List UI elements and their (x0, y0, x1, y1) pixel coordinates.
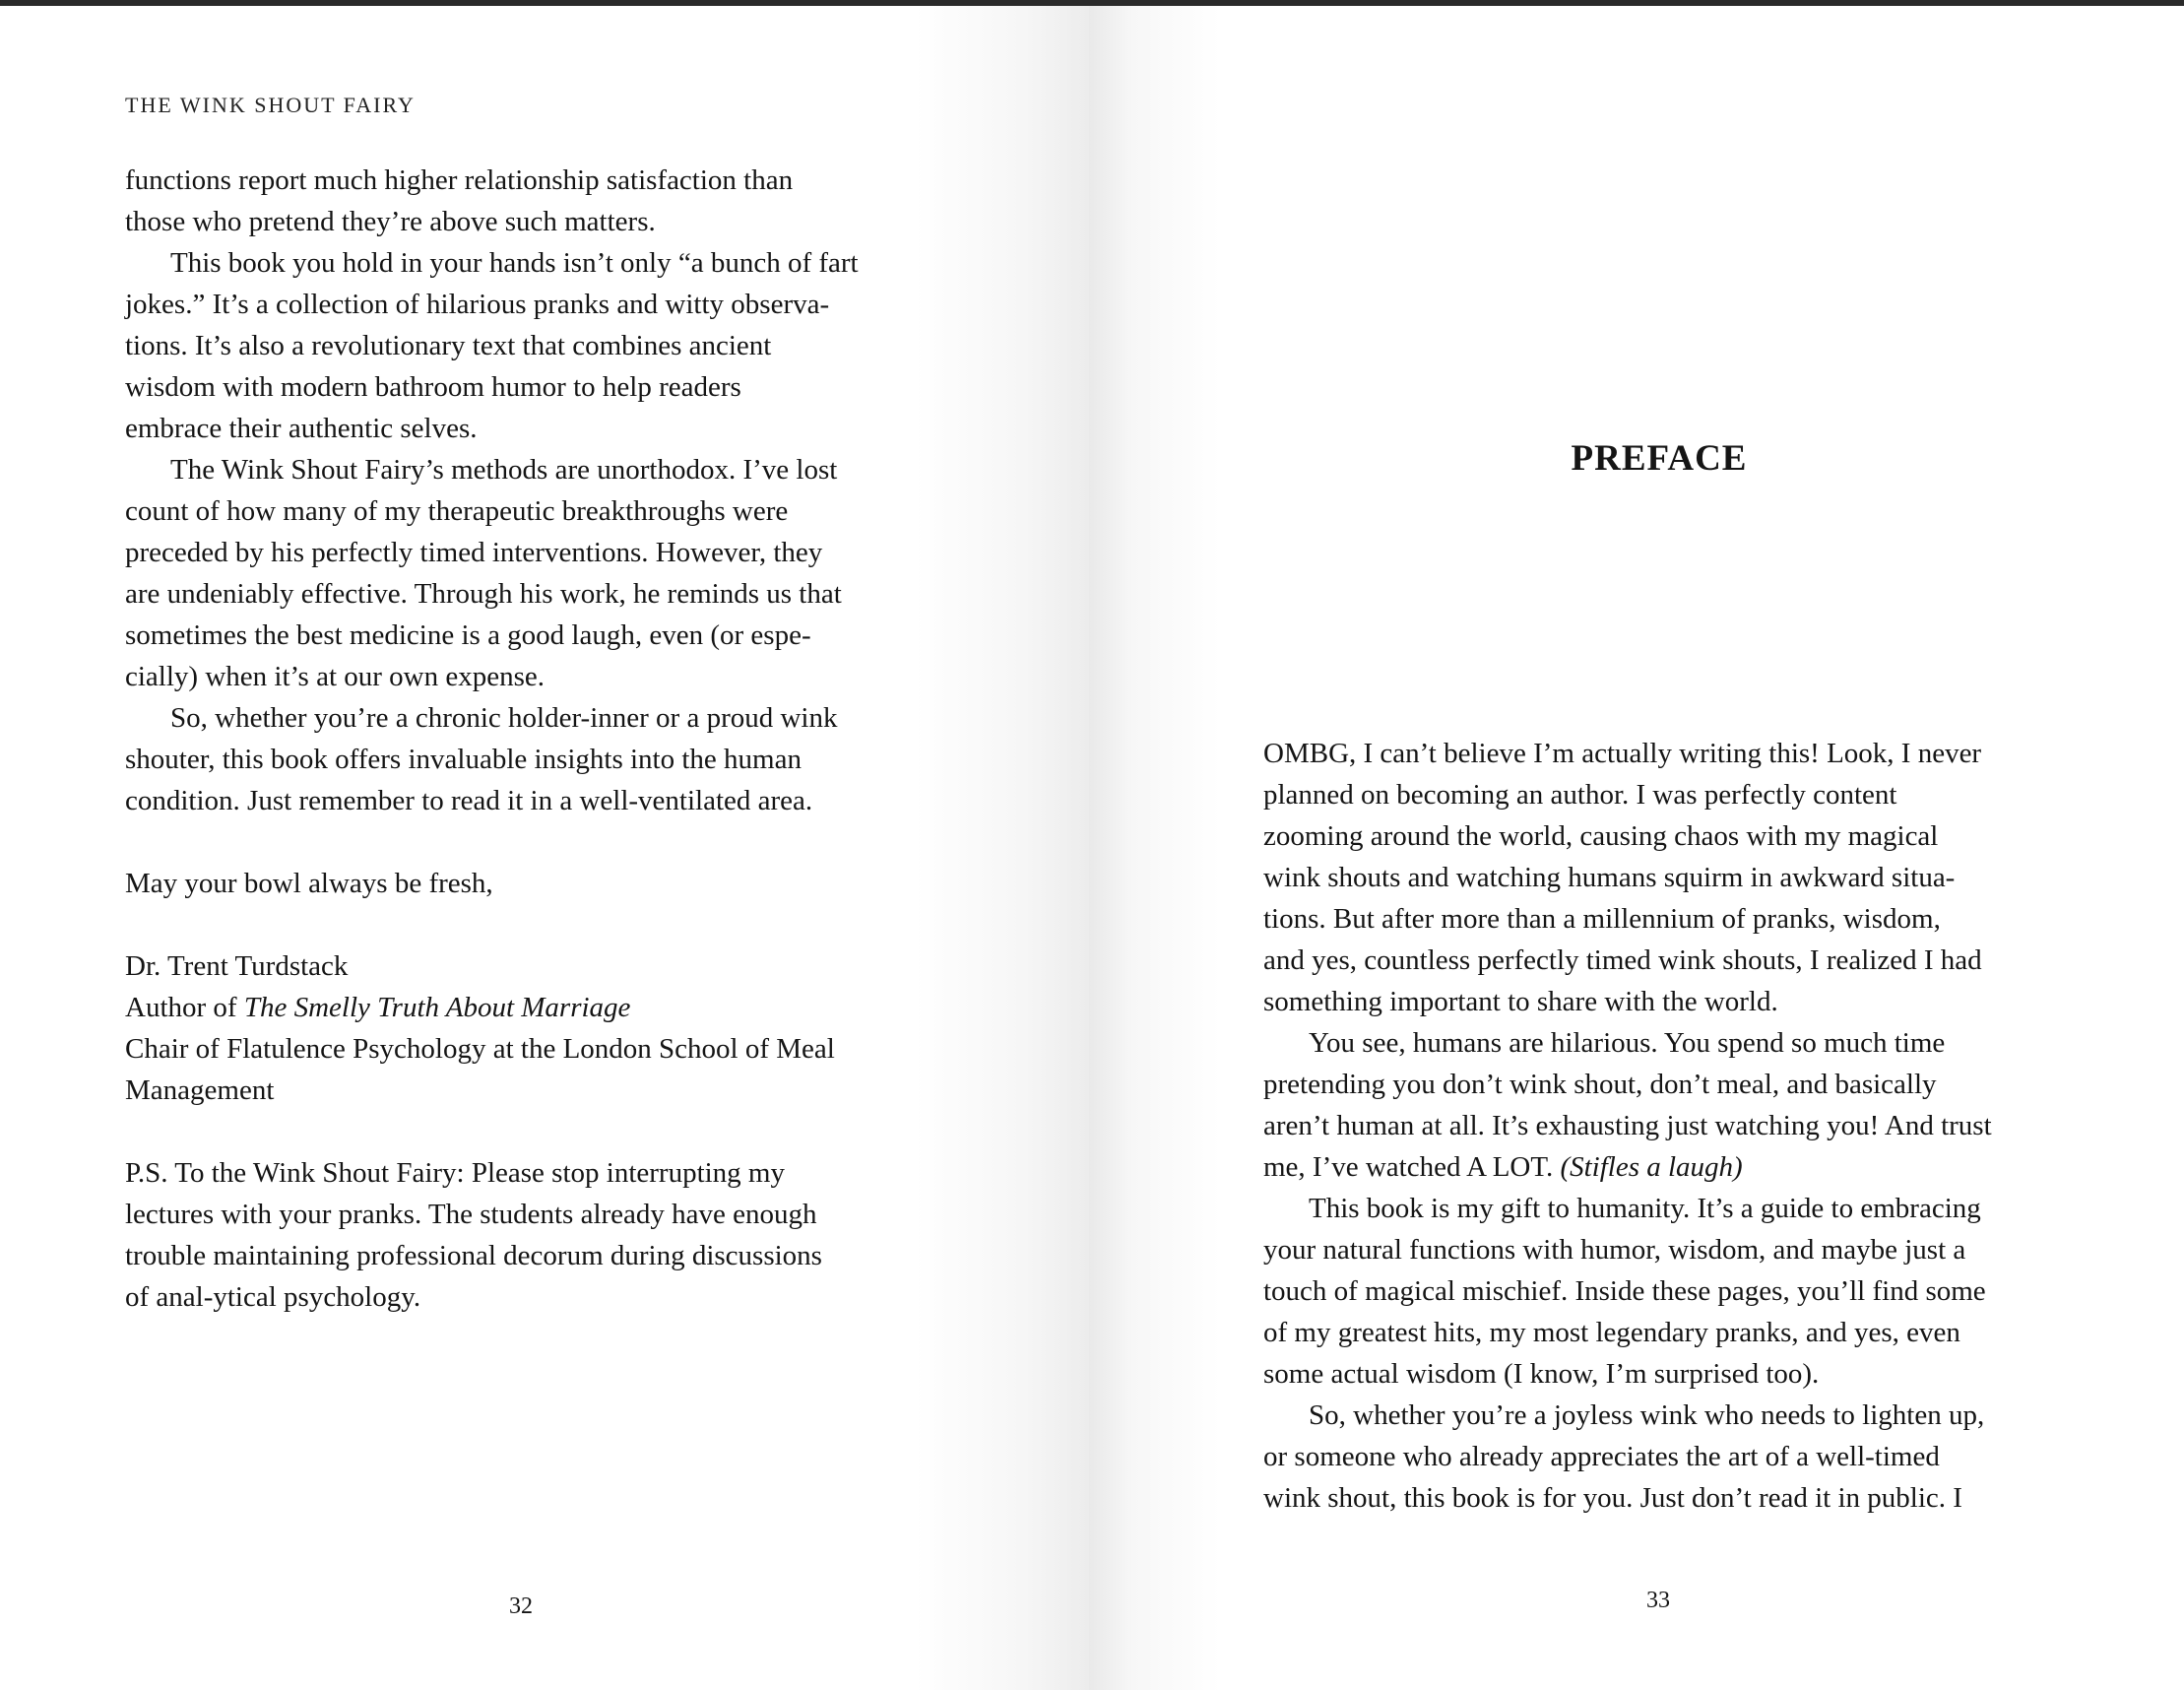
body-line: So, whether you’re a joyless wink who needs to lighten up, (1309, 1399, 1985, 1431)
paragraph-gap (125, 821, 932, 863)
page-number: 33 (1646, 1588, 1670, 1613)
body-line: sometimes the best medicine is a good laugh, even (or espe- (125, 619, 811, 651)
postscript-line: lectures with your pranks. The students already have enough (125, 1199, 817, 1230)
body-line: wink shouts and watching humans squirm in awkward situa- (1263, 862, 1956, 893)
body-line: your natural functions with humor, wisdom, and maybe just a (1263, 1234, 1966, 1266)
body-line: functions report much higher relationship satisfaction than (125, 164, 794, 196)
body-line: This book you hold in your hands isn’t only “a bunch of fart (170, 247, 859, 279)
body-line: condition. Just remember to read it in a well-ventilated area. (125, 785, 813, 816)
body-line: something important to share with the world. (1263, 986, 1778, 1017)
right-page-body (1263, 733, 2071, 1519)
body-line: embrace their authentic selves. (125, 413, 478, 444)
body-line: touch of magical mischief. Inside these pages, you’ll find some (1263, 1275, 1986, 1307)
body-line: cially) when it’s at our own expense. (125, 661, 546, 692)
body-line: OMBG, I can’t believe I’m actually writing this! Look, I never (1263, 738, 1982, 769)
stage-direction-italic: (Stifles a laugh) (1560, 1151, 1743, 1183)
body-line: some actual wisdom (I know, I’m surprised too). (1263, 1358, 1820, 1390)
author-position: Chair of Flatulence Psychology at the London School of Meal (125, 1033, 835, 1065)
left-page (0, 6, 1089, 1690)
body-line: jokes.” It’s a collection of hilarious pranks and witty observa- (125, 289, 830, 320)
body-line: of my greatest hits, my most legendary pranks, and yes, even (1263, 1317, 1960, 1348)
body-line: So, whether you’re a chronic holder-inner or a proud wink (170, 702, 838, 734)
body-line: This book is my gift to humanity. It’s a guide to embracing (1309, 1193, 1981, 1224)
left-page-body (125, 160, 932, 1318)
paragraph-gap (125, 904, 932, 945)
body-line: count of how many of my therapeutic breakthroughs were (125, 495, 789, 527)
author-position: Management (125, 1074, 275, 1106)
running-head: THE WINK SHOUT FAIRY (125, 93, 416, 117)
author-credit-prefix: Author of (125, 992, 244, 1023)
body-line: tions. It’s also a revolutionary text that combines ancient (125, 330, 772, 361)
postscript-line: of anal-ytical psychology. (125, 1281, 421, 1313)
body-line (1263, 1146, 2071, 1188)
body-line: are undeniably effective. Through his work, he reminds us that (125, 578, 842, 610)
body-line: tions. But after more than a millennium of pranks, wisdom, (1263, 903, 1941, 935)
body-line: wisdom with modern bathroom humor to help readers (125, 371, 741, 403)
body-line: those who pretend they’re above such matters. (125, 206, 656, 237)
book-title-italic: The Smelly Truth About Marriage (243, 992, 631, 1023)
body-line: shouter, this book offers invaluable insights into the human (125, 744, 802, 775)
body-line: zooming around the world, causing chaos with my magical (1263, 820, 1939, 852)
page-number: 32 (509, 1593, 533, 1619)
body-line: or someone who already appreciates the art of a well-timed (1263, 1441, 1940, 1472)
postscript-line: P.S. To the Wink Shout Fairy: Please stop interrupting my (125, 1157, 785, 1189)
body-line-prefix: me, I’ve watched A LOT. (1263, 1151, 1561, 1183)
body-line: The Wink Shout Fairy’s methods are unorthodox. I’ve lost (170, 454, 838, 486)
paragraph-gap (125, 1111, 932, 1152)
body-line: and yes, countless perfectly timed wink shouts, I realized I had (1263, 944, 1982, 976)
sign-off: May your bowl always be fresh, (125, 868, 493, 899)
author-name: Dr. Trent Turdstack (125, 950, 349, 982)
body-line: planned on becoming an author. I was perfectly content (1263, 779, 1897, 811)
body-line: pretending you don’t wink shout, don’t meal, and basically (1263, 1069, 1937, 1100)
postscript-line: trouble maintaining professional decorum during discussions (125, 1240, 822, 1271)
chapter-title: PREFACE (1571, 438, 1748, 479)
author-credit (125, 987, 932, 1028)
body-line: You see, humans are hilarious. You spend so much time (1309, 1027, 1946, 1059)
body-line: aren’t human at all. It’s exhausting just watching you! And trust (1263, 1110, 1992, 1141)
body-line: preceded by his perfectly timed interventions. However, they (125, 537, 823, 568)
body-line: wink shout, this book is for you. Just don’t read it in public. I (1263, 1482, 1962, 1514)
